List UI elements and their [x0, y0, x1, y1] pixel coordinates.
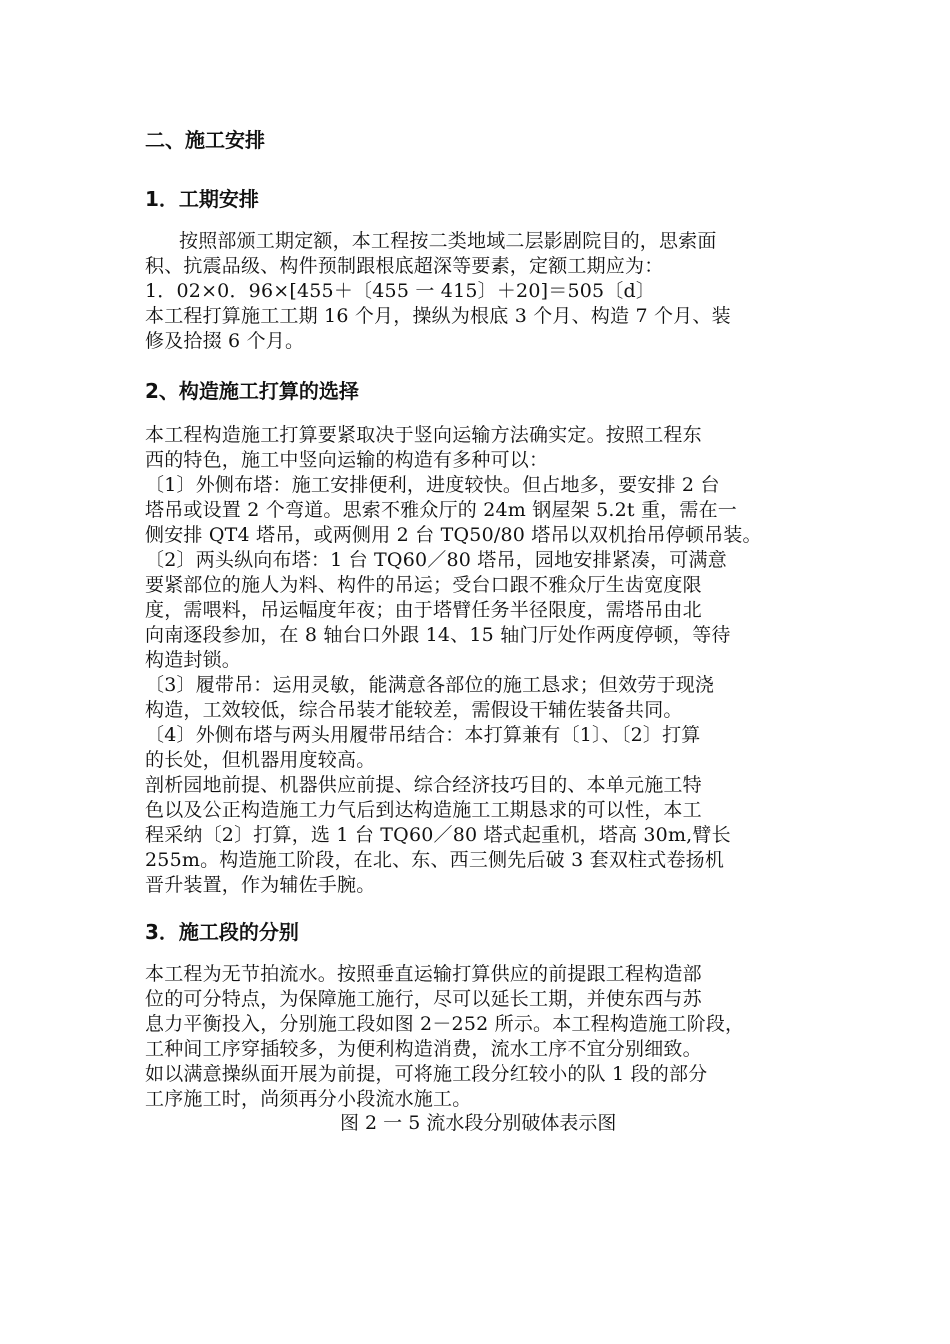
paragraph-line: 塔吊或设置 2 个弯道。思索不雅众厅的 24m 钢屋架 5.2t 重，需在一: [145, 499, 737, 521]
paragraph-line: 构造，工效较低，综合吊装才能较差，需假设干辅佐装备共同。: [145, 699, 683, 721]
heading-schedule: 1．工期安排: [145, 187, 259, 211]
paragraph-line: 剖析园地前提、机器供应前提、综合经济技巧目的、本单元施工特: [145, 774, 702, 796]
paragraph-line: 积、抗震品级、构件预制跟根底超深等要素，定额工期应为：: [145, 255, 664, 277]
paragraph-line: 的长处，但机器用度较高。: [145, 749, 376, 771]
paragraph-line: 度，需喂料，吊运幅度年夜；由于塔臂任务半径限度，需塔吊由北: [145, 599, 702, 621]
paragraph-line: 工序施工时，尚须再分小段流水施工。: [145, 1088, 472, 1110]
paragraph-line: 本工程为无节拍流水。按照垂直运输打算供应的前提跟工程构造部: [145, 963, 702, 985]
paragraph-line: 本工程打算施工工期 16 个月，操纵为根底 3 个月、构造 7 个月、装: [145, 305, 731, 327]
paragraph-line: 255m。构造施工阶段，在北、东、西三侧先后破 3 套双柱式卷扬机: [145, 849, 725, 871]
heading-construction-plan: 2、构造施工打算的选择: [145, 379, 359, 403]
formula-line: 1．02×0．96×[455＋〔455 一 415〕＋20]＝505〔d〕: [145, 280, 656, 302]
paragraph-line: 晋升装置，作为辅佐手腕。: [145, 874, 376, 896]
paragraph-line: 位的可分特点，为保障施工施行，尽可以延长工期，并使东西与苏: [145, 988, 702, 1010]
paragraph-line: 西的特色，施工中竖向运输的构造有多种可以：: [145, 449, 549, 471]
paragraph-line: 〔1〕外侧布塔：施工安排便利，进度较快。但占地多，要安排 2 台: [145, 474, 720, 496]
paragraph-line: 修及拾掇 6 个月。: [145, 330, 305, 352]
paragraph-line: 构造封锁。: [145, 649, 242, 671]
figure-caption: 图 2 一 5 流水段分别破体表示图: [340, 1112, 617, 1134]
paragraph-line: 工种间工序穿插较多，为便利构造消费，流水工序不宜分别细致。: [145, 1038, 702, 1060]
paragraph-line: 要紧部位的施人为料、构件的吊运；受台口跟不雅众厅生齿宽度限: [145, 574, 702, 596]
paragraph-line: 〔3〕履带吊：运用灵敏，能满意各部位的施工恳求；但效劳于现浇: [145, 674, 715, 696]
paragraph-line: 〔2〕两头纵向布塔：1 台 TQ60／80 塔吊，园地安排紧凑，可满意: [145, 549, 727, 571]
paragraph-line: 〔4〕外侧布塔与两头用履带吊结合：本打算兼有〔1〕、〔2〕打算: [145, 724, 701, 746]
paragraph-line: 侧安排 QT4 塔吊，或两侧用 2 台 TQ50/80 塔吊以双机抬吊停顿吊装。: [145, 524, 762, 546]
paragraph-line: 色以及公正构造施工力气后到达构造施工工期恳求的可以性，本工: [145, 799, 702, 821]
paragraph-line: 本工程构造施工打算要紧取决于竖向运输方法确实定。按照工程东: [145, 424, 702, 446]
paragraph-line: 程采纳〔2〕打算，选 1 台 TQ60／80 塔式起重机，塔高 30m,臂长: [145, 824, 731, 846]
paragraph-line: 向南逐段参加，在 8 轴台口外跟 14、15 轴门厅处作两度停顿，等待: [145, 624, 731, 646]
paragraph-line: 按照部颁工期定额，本工程按二类地域二层影剧院目的，思索面: [179, 230, 717, 252]
paragraph-line: 息力平衡投入，分别施工段如图 2－252 所示。本工程构造施工阶段，: [145, 1013, 745, 1035]
paragraph-line: 如以满意操纵面开展为前提，可将施工段分红较小的队 1 段的部分: [145, 1063, 708, 1085]
heading-sections: 3．施工段的分别: [145, 920, 299, 944]
section-title: 二、施工安排: [145, 128, 265, 152]
